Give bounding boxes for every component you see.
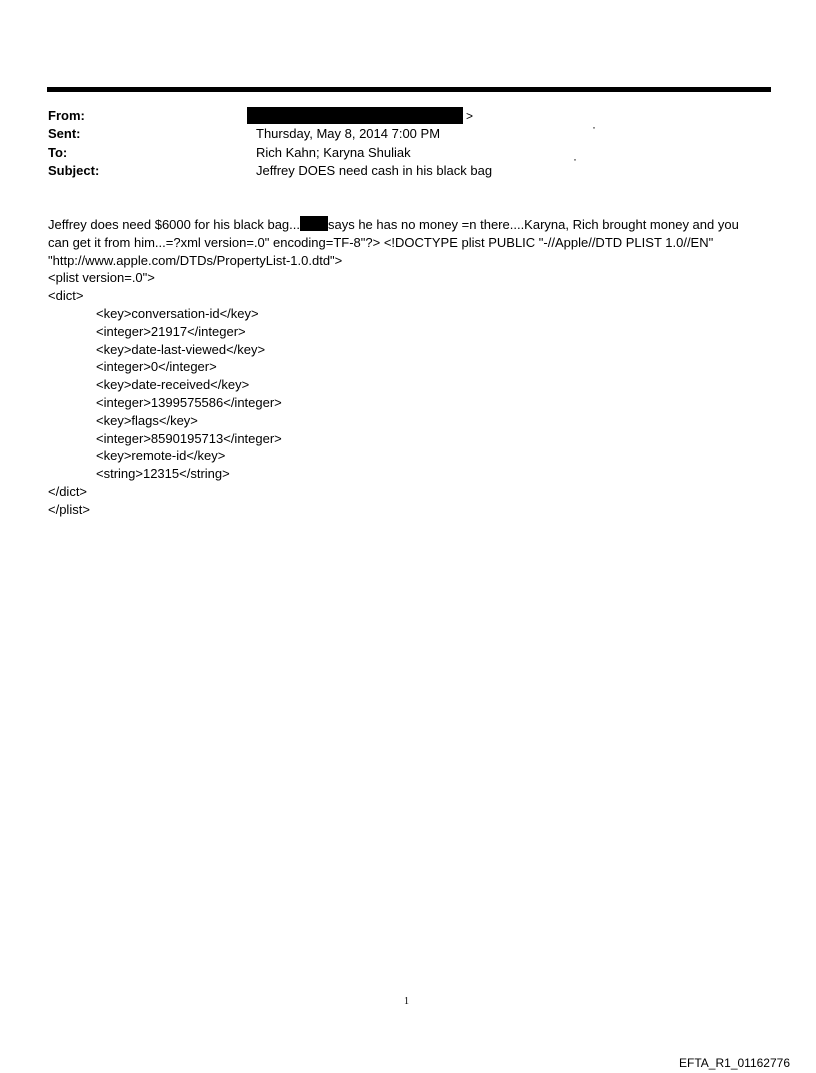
plist-line: <key>conversation-id</key>: [96, 305, 259, 321]
body-line: <plist version=.0">: [48, 270, 155, 286]
from-label: From:: [48, 108, 85, 123]
bates-number: EFTA_R1_01162776: [679, 1056, 790, 1070]
page-number: 1: [404, 996, 409, 1007]
to-value: Rich Kahn; Karyna Shuliak: [256, 145, 411, 160]
body-line: </dict>: [48, 483, 88, 499]
to-label: To:: [48, 145, 68, 160]
plist-line: <integer>1399575586</integer>: [96, 394, 282, 410]
redaction-block-inline: [300, 216, 328, 231]
plist-line: <integer>21917</integer>: [96, 323, 246, 339]
stray-mark: ·: [573, 152, 577, 166]
email-body: [48, 216, 768, 519]
body-text-segment: says he has no money =n there....Karyna, Rich brought money and you: [327, 217, 739, 232]
body-line: can get it from him...=?xml version=.0" encoding=TF-8"?> <!DOCTYPE plist PUBLIC "-//Apple//DTD PLIST 1.0//EN": [48, 234, 714, 250]
body-line: <dict>: [48, 288, 84, 304]
body-line: "http://www.apple.com/DTDs/PropertyList-1.0.dtd">: [48, 252, 343, 268]
body-line: </plist>: [48, 501, 90, 517]
plist-line: <string>12315</string>: [96, 466, 230, 482]
sent-label: Sent:: [48, 126, 81, 141]
plist-line: <integer>0</integer>: [96, 359, 217, 375]
plist-line: <integer>8590195713</integer>: [96, 430, 282, 446]
from-suffix: >: [466, 109, 474, 123]
sent-value: Thursday, May 8, 2014 7:00 PM: [256, 126, 441, 141]
plist-line: <key>date-last-viewed</key>: [96, 341, 266, 357]
header-rule: [47, 87, 771, 92]
body-text-segment: Jeffrey does need $6000 for his black bag...: [48, 217, 300, 232]
body-line: [48, 216, 768, 234]
plist-line: <key>date-received</key>: [96, 377, 250, 393]
stray-mark: ·: [592, 120, 596, 134]
plist-line: <key>flags</key>: [96, 412, 198, 428]
subject-label: Subject:: [48, 163, 100, 178]
subject-value: Jeffrey DOES need cash in his black bag: [256, 163, 493, 178]
redaction-block-from: [247, 107, 463, 124]
plist-line: <key>remote-id</key>: [96, 448, 226, 464]
